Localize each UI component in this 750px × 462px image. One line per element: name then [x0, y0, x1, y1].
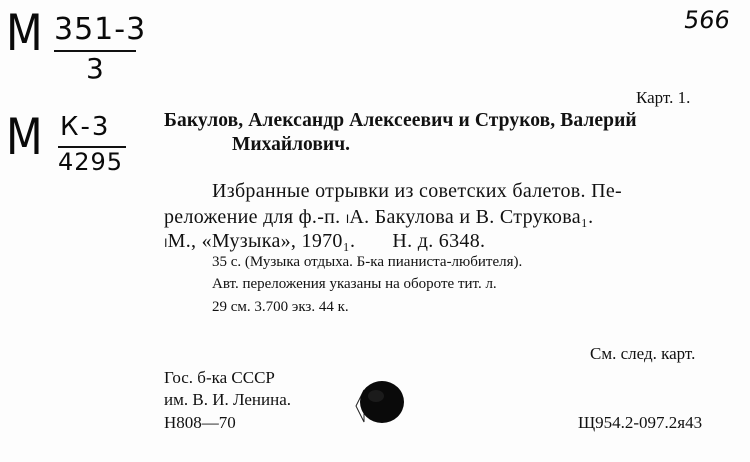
title-line-2: реложение для ф.-п. ₗА. Бакулова и В. Струкова₁. [164, 206, 594, 228]
shelf-mark-2-letter: М [6, 108, 43, 166]
library-code: Н808—70 [164, 413, 236, 432]
classification-code: Щ954.2-097.2я43 [578, 413, 703, 432]
library-name-line-1: Гос. б-ка СССР [164, 368, 275, 387]
description-line-1: 35 с. (Музыка отдыха. Б-ка пианиста-любителя). [212, 254, 523, 270]
description-line-2: Авт. переложения указаны на обороте тит. л. [212, 276, 497, 292]
ink-stamp-icon [350, 378, 410, 428]
description-line-3: 29 см. 3.700 экз. 44 к. [212, 299, 349, 315]
shelf-mark-1-bottom: 3 [86, 52, 104, 85]
shelf-mark-2-top: К-3 [60, 112, 111, 142]
shelf-mark-2-bottom: 4295 [58, 148, 124, 176]
title-line-3: ₗМ., «Музыка», 1970₁. Н. д. 6348. [164, 230, 486, 252]
see-next-card: См. след. карт. [590, 344, 696, 363]
card-number: 566 [682, 6, 732, 34]
title-line-1: Избранные отрывки из советских балетов. Пе- [212, 180, 622, 202]
card-label: Карт. 1. [636, 88, 691, 107]
author-line-2: Михайлович. [232, 134, 350, 155]
shelf-mark-1-letter: М [6, 4, 43, 62]
author-line-1: Бакулов, Александр Алексеевич и Струков, Валерий [164, 110, 637, 131]
shelf-mark-1-top: 351-3 [54, 12, 147, 47]
library-name-line-2: им. В. И. Ленина. [164, 390, 292, 409]
